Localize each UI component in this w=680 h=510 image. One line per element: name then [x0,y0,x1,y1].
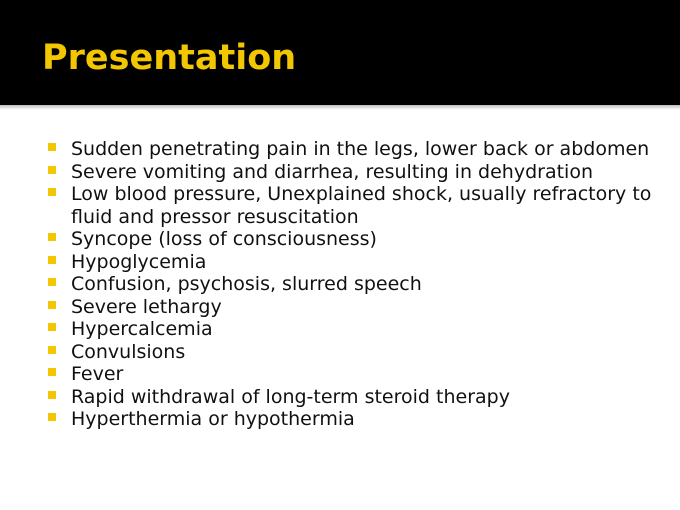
square-bullet-icon [48,188,56,196]
bullet-item [44,318,654,341]
bullet-text: Confusion, psychosis, slurred speech [71,273,422,295]
square-bullet-icon [48,413,56,421]
bullet-item [44,183,654,228]
bullet-text: Hyperthermia or hypothermia [71,408,355,430]
bullet-item [44,161,654,184]
bullet-text: Severe vomiting and diarrhea, resulting in dehydration [71,160,593,183]
bullet-text: Fever [71,363,124,385]
square-bullet-icon [48,323,56,331]
bullet-item [44,363,654,386]
title-divider [0,105,680,110]
square-bullet-icon [48,166,56,174]
square-bullet-icon [48,301,56,309]
bullet-item [44,251,654,274]
bullet-text: Low blood pressure, Unexplained shock, usually refractory to fluid and pressor resuscitation [71,183,652,228]
bullet-item [44,273,654,296]
bullet-text: Convulsions [71,340,186,363]
bullet-item [44,228,654,251]
bullet-text: Rapid withdrawal of long-term steroid therapy [71,385,510,408]
square-bullet-icon [48,233,56,241]
slide-title: Presentation [42,38,297,78]
bullet-item [44,341,654,364]
bullet-text: Syncope (loss of consciousness) [71,228,377,250]
bullet-text: Sudden penetrating pain in the legs, lower back or abdomen [71,138,650,160]
bullet-list [44,138,654,431]
bullet-item [44,296,654,319]
square-bullet-icon [48,143,56,151]
bullet-item [44,138,654,161]
square-bullet-icon [48,346,56,354]
bullet-item [44,408,654,431]
bullet-text: Severe lethargy [71,295,222,318]
bullet-text: Hypercalcemia [71,318,213,340]
square-bullet-icon [48,256,56,264]
bullet-item [44,386,654,409]
square-bullet-icon [48,391,56,399]
square-bullet-icon [48,368,56,376]
bullet-text: Hypoglycemia [71,250,207,273]
square-bullet-icon [48,278,56,286]
